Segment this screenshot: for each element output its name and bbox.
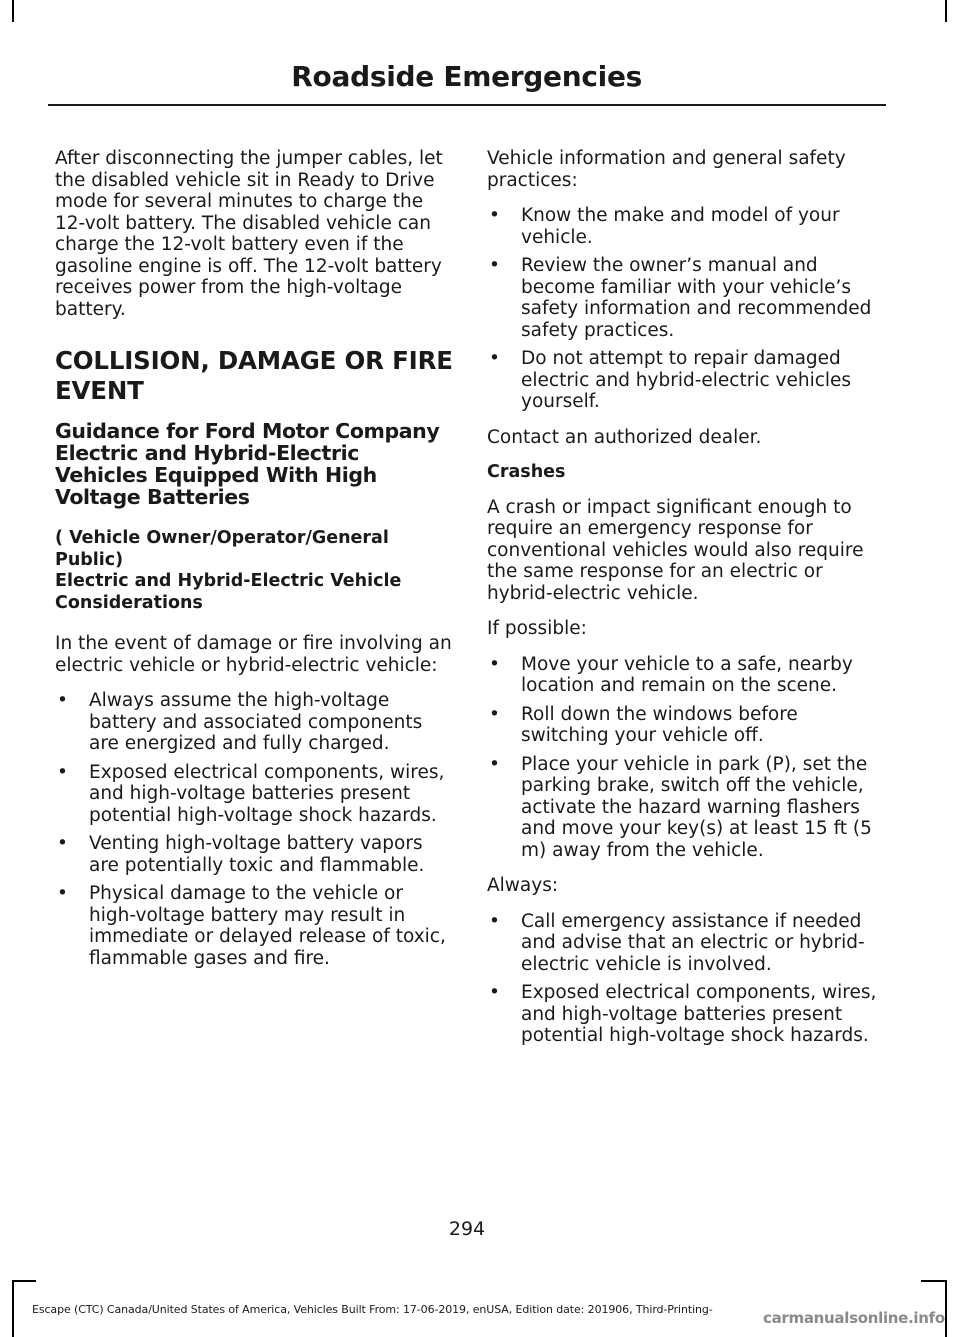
list-item: • Do not attempt to repair damaged electric and hybrid-electric vehicles yourself. xyxy=(489,348,852,412)
header-divider xyxy=(48,104,886,106)
list-item: • Roll down the windows before switching your vehicle off. xyxy=(489,703,798,746)
contact-paragraph: Contact an authorized dealer. xyxy=(487,426,762,448)
crop-mark xyxy=(12,0,14,22)
list-item: • Physical damage to the vehicle or high-voltage battery may result in immediate or delayed release of toxic, flammable gases and fire. xyxy=(57,883,446,969)
list-item: • Venting high-voltage battery vapors are potentially toxic and flammable. xyxy=(57,833,425,876)
subsection-heading: Guidance for Ford Motor Company Electric and Hybrid-Electric Vehicles Equipped With High Voltage Batteries xyxy=(55,419,440,509)
left-column xyxy=(55,148,455,983)
crashes-paragraph: A crash or impact significant enough to require an emergency response for conventional vehicles would also require the same response for an electric or hybrid-electric vehicle. xyxy=(487,496,864,604)
bullet-icon: • xyxy=(489,255,500,276)
list-item: • Call emergency assistance if needed and advise that an electric or hybrid-electric vehicle is involved. xyxy=(489,910,865,975)
crop-mark xyxy=(12,1280,14,1337)
safety-list xyxy=(487,205,883,413)
list-item: • Know the make and model of your vehicle. xyxy=(489,205,840,248)
audience-heading: ( Vehicle Owner/Operator/General Public) xyxy=(55,528,389,570)
bullet-icon: • xyxy=(57,761,68,783)
damage-paragraph: In the event of damage or fire involving an electric vehicle or hybrid-electric vehicle: xyxy=(55,633,452,676)
list-item: • Always assume the high-voltage battery and associated components are energized and fully charged. xyxy=(57,690,423,754)
page-title: Roadside Emergencies xyxy=(291,60,642,93)
crop-mark xyxy=(945,1280,947,1337)
crop-mark xyxy=(945,0,947,22)
bullet-icon: • xyxy=(57,833,68,854)
crop-mark xyxy=(12,1280,36,1282)
list-item: • Place your vehicle in park (P), set the parking brake, switch off the vehicle, activate the hazard warning flashers and move your key(s) at least 15 ft (5 m) away from the vehicle. xyxy=(489,753,872,861)
section-heading: COLLISION, DAMAGE OR FIRE EVENT xyxy=(55,346,453,405)
page-number: 294 xyxy=(448,1218,486,1240)
vehicle-info-paragraph: Vehicle information and general safety practices: xyxy=(487,148,846,191)
crop-mark xyxy=(921,1280,945,1282)
hazard-list xyxy=(55,690,455,969)
bullet-icon: • xyxy=(489,703,500,725)
list-item: • Move your vehicle to a safe, nearby location and remain on the scene. xyxy=(489,653,853,696)
right-column xyxy=(487,148,883,1061)
bullet-icon: • xyxy=(57,690,68,711)
footer-text: Escape (CTC) Canada/United States of America, Vehicles Built From: 17-06-2019, enUSA, Edition date: 201906, Third-Printing- xyxy=(32,1303,713,1316)
bullet-icon: • xyxy=(489,910,500,932)
bullet-icon: • xyxy=(489,982,500,1003)
bullet-icon: • xyxy=(57,883,68,904)
if-possible-label: If possible: xyxy=(487,618,587,639)
list-item: • Exposed electrical components, wires, and high-voltage batteries present potential high-voltage shock hazards. xyxy=(489,982,877,1046)
intro-paragraph: After disconnecting the jumper cables, let the disabled vehicle sit in Ready to Drive mode for several minutes to charge the 12-volt battery. The disabled vehicle can charge the 12-volt battery even if the gasoline engine is off. The 12-volt battery receives power from the high-voltage battery. xyxy=(55,148,443,320)
considerations-heading: Electric and Hybrid-Electric Vehicle Considerations xyxy=(55,571,402,613)
bullet-icon: • xyxy=(489,205,500,226)
always-label: Always: xyxy=(487,875,559,896)
bullet-icon: • xyxy=(489,653,500,675)
if-possible-list xyxy=(487,654,883,862)
bullet-icon: • xyxy=(489,348,500,369)
list-item: • Review the owner’s manual and become familiar with your vehicle’s safety information and recommended safety practices. xyxy=(489,255,872,341)
always-list xyxy=(487,911,883,1047)
watermark: carmanualsonline.info xyxy=(763,1309,945,1327)
bullet-icon: • xyxy=(489,753,500,775)
list-item: • Exposed electrical components, wires, and high-voltage batteries present potential high-voltage shock hazards. xyxy=(57,761,445,826)
crashes-heading: Crashes xyxy=(487,462,566,482)
